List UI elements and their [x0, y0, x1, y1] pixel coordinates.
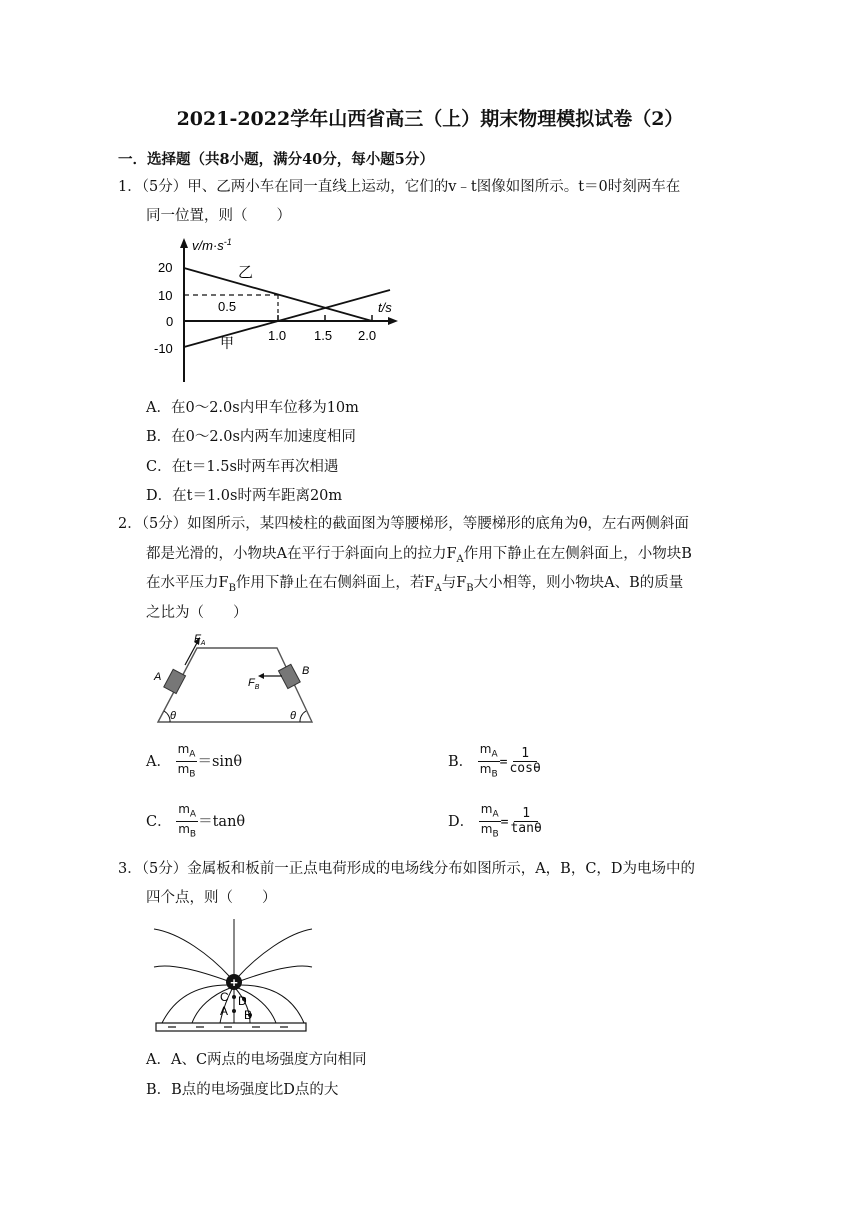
y-tick-label: 0 — [166, 314, 174, 329]
q3-stem-line1: 3．（5分）金属板和板前一正点电荷形成的电场线分布如图所示，A，B，C，D为电场中的 — [118, 861, 696, 877]
q3-stem-line2: 四个点，则（ ） — [146, 890, 277, 906]
label-block-b: B — [302, 665, 310, 677]
label-b: B — [244, 1008, 253, 1022]
x-tick-label: 2.0 — [358, 328, 377, 343]
q2-option-c[interactable]: C． $\frac{m_A}{m_B}$ ＝tanθ — [146, 802, 246, 840]
plus-sign: + — [230, 975, 238, 990]
x-tick-label: 1.5 — [314, 328, 333, 343]
q1-option-c[interactable]: C．在t＝1.5s时两车再次相遇 — [146, 459, 339, 475]
q2-stem-line2: 都是光滑的，小物块A在平行于斜面向上的拉力$F_A$作用下静止在左侧斜面上，小物块B — [146, 546, 692, 565]
q2-option-b[interactable]: B． $\frac{m_A}{m_B}$ = $\frac{1}{\cos\theta}$ — [448, 742, 541, 780]
y-axis-arrow — [180, 238, 188, 248]
q1-stem-line1: 1．（5分）甲、乙两小车在同一直线上运动，它们的v﹣t图像如图所示。t＝0时刻两车在 — [118, 179, 681, 195]
y-tick-label: 20 — [158, 260, 173, 275]
label-fb: $F_B$ — [248, 677, 260, 691]
x-tick-label: 1.0 — [268, 328, 287, 343]
label-c: C — [220, 990, 229, 1004]
q1-option-b[interactable]: B．在0～2.0s内两车加速度相同 — [146, 429, 356, 445]
field-lines — [154, 919, 312, 1023]
q2-stem-line3: 在水平压力$F_B$作用下静止在右侧斜面上，若$F_A$与$F_B$大小相等，则小物块A、B的质量 — [146, 575, 684, 594]
x-axis-arrow — [388, 317, 398, 325]
point-c — [232, 995, 236, 999]
page-title: 2021-2022学年山西省高三（上）期末物理模拟试卷（2） — [176, 108, 684, 130]
label-d: D — [238, 994, 247, 1008]
q3-option-b[interactable]: B．B点的电场强度比D点的大 — [146, 1082, 339, 1098]
label-yi: 乙 — [238, 264, 254, 281]
q2-stem-line4: 之比为（ ） — [146, 605, 248, 621]
q2-option-d[interactable]: D． $\frac{m_A}{m_B}$ = $\frac{1}{\tan\theta}$ — [448, 802, 542, 840]
force-fb-arrowhead — [258, 673, 264, 679]
q2-stem-line1: 2．（5分）如图所示，某四棱柱的截面图为等腰梯形，等腰梯形的底角为θ，左右两侧斜面 — [118, 516, 689, 532]
y-tick-label: -10 — [154, 341, 173, 356]
angle-arc-right — [300, 711, 306, 722]
q1-option-d[interactable]: D．在t＝1.0s时两车距离20m — [146, 488, 343, 504]
section-heading: 一．选择题（共8小题，满分40分，每小题5分） — [118, 151, 434, 168]
x-axis-label: t/s — [378, 300, 392, 315]
label-a: A — [220, 1004, 229, 1018]
y-axis-label: $v/m\cdot s^{-1}$ — [192, 237, 232, 253]
q1-stem-line2: 同一位置，则（ ） — [146, 208, 291, 224]
block-a — [164, 669, 186, 693]
label-fa: $F_A$ — [194, 633, 206, 647]
q1-vt-graph — [150, 232, 410, 387]
x-tick-label: 0.5 — [218, 299, 237, 314]
q3-electric-field-figure — [150, 915, 320, 1037]
q3-option-a[interactable]: A．A、C两点的电场强度方向相同 — [146, 1052, 367, 1068]
q2-trapezoid-figure — [150, 628, 320, 728]
theta-left: θ — [170, 710, 176, 722]
q1-option-a[interactable]: A．在0～2.0s内甲车位移为10m — [146, 400, 359, 416]
label-block-a: A — [154, 671, 162, 683]
q2-option-a[interactable]: A． $\frac{m_A}{m_B}$ ＝sinθ — [146, 742, 243, 780]
label-jia: 甲 — [220, 335, 234, 351]
y-tick-label: 10 — [158, 288, 173, 303]
theta-right: θ — [290, 710, 296, 722]
point-a — [232, 1009, 236, 1013]
